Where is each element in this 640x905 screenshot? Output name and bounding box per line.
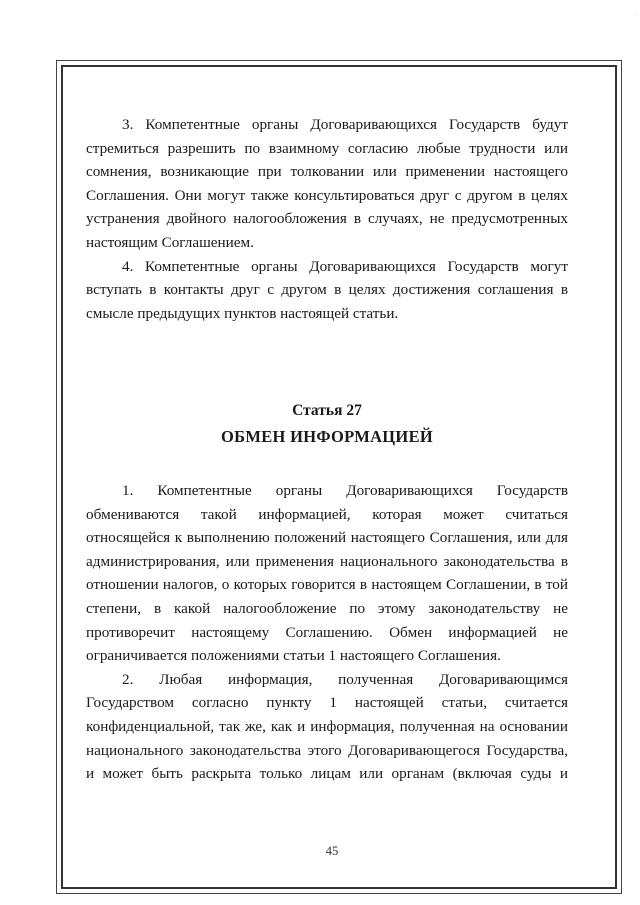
text-line: относящейся к выполнению положений настоящего Соглашения, или для [86, 529, 568, 547]
article-title: ОБМЕН ИНФОРМАЦИЕЙ [220, 427, 434, 446]
text-line: 1. Компетентные органы Договаривающихся Государств [122, 482, 568, 499]
article-paragraph-2 [86, 668, 568, 786]
paragraph-3 [86, 113, 568, 255]
text-line: 4. Компетентные органы Договаривающихся Государств могут [122, 257, 568, 275]
text-line: сомнения, возникающие при толковании или применении настоящего [86, 163, 568, 181]
text-line: степени, в какой налогообложение по этому законодательству не [86, 599, 568, 617]
text-line: устранения двойного налогообложения в случаях, не предусмотренных [86, 210, 568, 228]
paragraph-4 [86, 255, 568, 326]
text-line: администрирования, или применения национального законодательства в [86, 552, 568, 570]
document-body-bottom [86, 479, 568, 786]
text-line: вступать в контакты друг с другом в целях достижения соглашения в [86, 281, 568, 299]
text-line: и может быть раскрыта только лицам или органам (включая суды и [86, 765, 568, 783]
page-number: 45 [325, 844, 339, 858]
document-body-top [86, 113, 568, 325]
text-line: конфиденциальной, так же, как и информация, полученная на основании [86, 717, 568, 735]
text-line: Государством согласно пункту 1 настоящей статьи, считается [86, 694, 568, 712]
text-line: смысле предыдущих пунктов настоящей статьи. [86, 304, 399, 322]
text-line: стремиться разрешить по взаимному согласию любые трудности или [86, 139, 568, 157]
text-line: Соглашения. Они могут также консультироваться друг с другом в целях [86, 186, 568, 204]
scan-corner-mark: · [635, 10, 638, 19]
article-paragraph-1 [86, 479, 568, 668]
text-line: противоречит настоящему Соглашению. Обмен информацией не [86, 623, 568, 641]
text-line: настоящим Соглашением. [86, 233, 254, 251]
article-number: Статья 27 [292, 402, 362, 419]
text-line: 2. Любая информация, полученная Договаривающимся [122, 670, 568, 688]
text-line: 3. Компетентные органы Договаривающихся Государств будут [122, 116, 568, 133]
text-line: отношении налогов, о которых говорится в настоящем Соглашении, в той [86, 576, 568, 594]
text-line: ограничивается положениями статьи 1 настоящего Соглашения. [86, 647, 501, 665]
text-line: обмениваются такой информацией, которая может считаться [86, 505, 568, 523]
text-line: национального законодательства этого Договаривающегося Государства, [86, 741, 568, 759]
